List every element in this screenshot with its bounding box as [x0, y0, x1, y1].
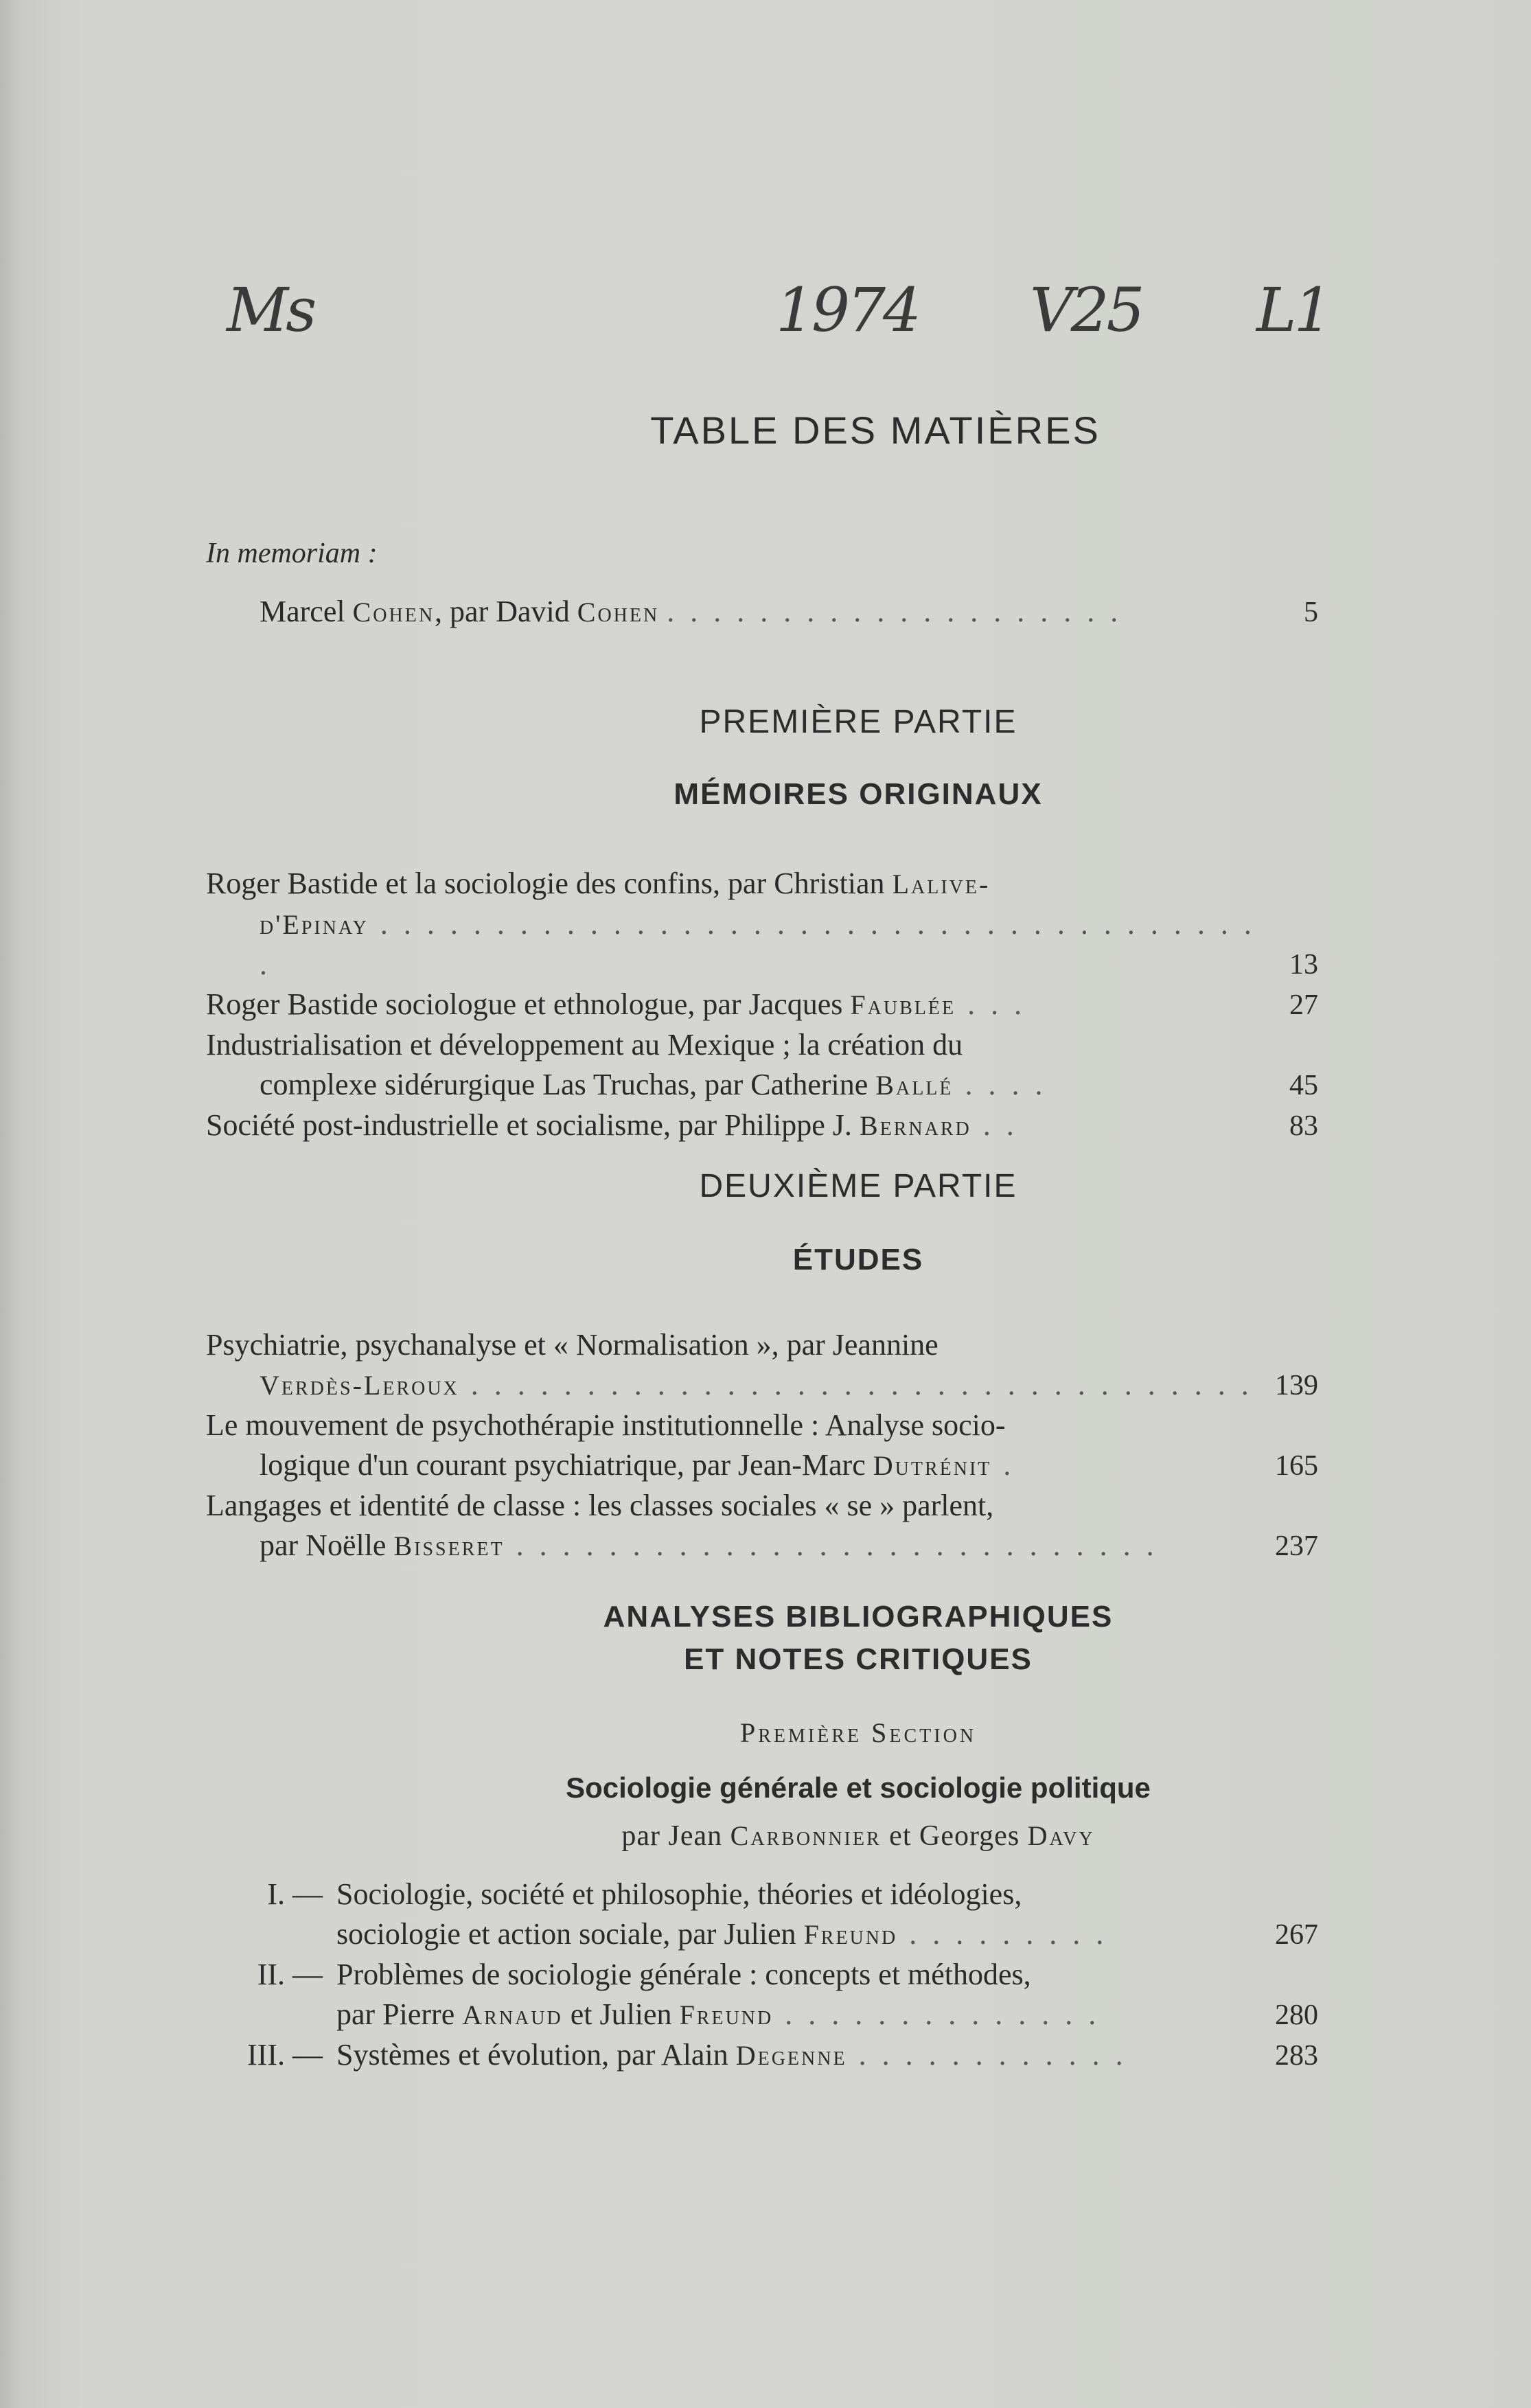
part1-list — [206, 864, 1318, 1146]
analyses-heading-line2: ET NOTES CRITIQUES — [684, 1642, 1033, 1676]
page-number: 45 — [1289, 1070, 1318, 1101]
part1-heading: PREMIÈRE PARTIE — [699, 704, 1017, 740]
part2-heading: DEUXIÈME PARTIE — [699, 1168, 1017, 1204]
toc-entry: II. — Problèmes de sociologie générale : concepts et méthodes, par Pierre Arnaud et Julien Freund . . . . . . . . . . . . . . 280 — [206, 1955, 1318, 2035]
part2-subheading: ÉTUDES — [792, 1243, 924, 1276]
handwritten-shelfmark — [172, 275, 1517, 350]
in-memoriam-label: In memoriam : — [206, 538, 378, 569]
entry-number: III. — — [247, 2038, 323, 2072]
part1-subheading: MÉMOIRES ORIGINAUX — [674, 777, 1043, 811]
section-label: Première Section — [739, 1717, 977, 1748]
page-number: 280 — [1275, 1999, 1318, 2031]
section-authors: par Jean Carbonnier et Georges Davy — [621, 1820, 1095, 1852]
page-number: 283 — [1275, 2040, 1318, 2072]
page-number: 27 — [1289, 989, 1318, 1021]
part2-list — [206, 1325, 1318, 1566]
in-memoriam-list — [206, 592, 1318, 632]
toc-entry: Roger Bastide et la sociologie des confins, par Christian Lalive- d'Epinay . . . . . . . . . . . . . . . . . . . . . . . . . . . . . . . . . . . . . . . 13 — [206, 864, 1318, 985]
toc-entry: I. — Sociologie, société et philosophie, théories et idéologies, sociologie et action sociale, par Julien Freund . . . . . . . . . 267 — [206, 1874, 1318, 1955]
page-number: 83 — [1289, 1110, 1318, 1142]
page-number: 267 — [1275, 1919, 1318, 1951]
page-title: TABLE DES MATIÈRES — [650, 409, 1101, 452]
page-number: 13 — [1289, 949, 1318, 981]
page-number: 139 — [1275, 1370, 1318, 1401]
toc-entry: Roger Bastide sociologue et ethnologue, par Jacques Faublée . . . 27 — [206, 985, 1318, 1025]
entry-number: II. — — [257, 1958, 323, 1991]
handwritten-ms: Ms — [227, 275, 314, 345]
toc-entry: III. — Systèmes et évolution, par Alain Degenne . . . . . . . . . . . . 283 — [206, 2035, 1318, 2076]
toc-entry: Marcel Cohen, par David Cohen . . . . . . . . . . . . . . . . . . . . 5 — [206, 592, 1318, 632]
toc-entry: Psychiatrie, psychanalyse et « Normalisation », par Jeannine Verdès-Leroux . . . . . . . . . . . . . . . . . . . . . . . . . . . . . . . . . . 139 — [206, 1325, 1318, 1406]
analyses-heading-line1: ANALYSES BIBLIOGRAPHIQUES — [603, 1600, 1114, 1633]
toc-entry: Société post-industrielle et socialisme, par Philippe J. Bernard . . 83 — [206, 1105, 1318, 1146]
handwritten-l1: L1 — [1256, 275, 1330, 345]
entry-number: I. — — [267, 1877, 323, 1911]
toc-entry: Industrialisation et développement au Mexique ; la création du complexe sidérurgique Las Truchas, par Catherine Ballé . . . . 45 — [206, 1025, 1318, 1105]
handwritten-volume: V25 — [1030, 275, 1142, 345]
analyses-list — [206, 1874, 1318, 2076]
toc-entry: Langages et identité de classe : les classes sociales « se » parlent, par Noëlle Bisseret . . . . . . . . . . . . . . . . . . . . . . . . . . . . 237 — [206, 1486, 1318, 1566]
page-number: 165 — [1275, 1450, 1318, 1482]
section-title: Sociologie générale et sociologie politique — [566, 1771, 1151, 1804]
page-number: 5 — [1304, 597, 1318, 628]
toc-entry: Le mouvement de psychothérapie institutionnelle : Analyse socio- logique d'un courant psychiatrique, par Jean-Marc Dutrénit . 165 — [206, 1406, 1318, 1486]
handwritten-year: 1974 — [776, 275, 919, 345]
page-number: 237 — [1275, 1530, 1318, 1562]
